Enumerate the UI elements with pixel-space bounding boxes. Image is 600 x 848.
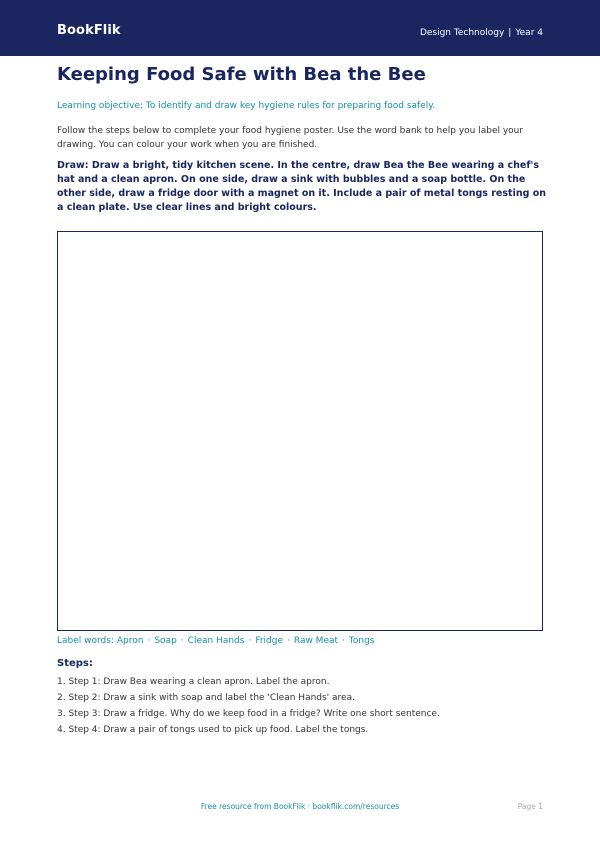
label-word: Clean Hands (187, 636, 245, 646)
label-word-separator: · (248, 636, 252, 646)
subject-label: Design Technology (419, 28, 505, 38)
subject-year (420, 28, 543, 38)
steps-list (57, 674, 440, 738)
label-word-separator: · (287, 636, 290, 646)
label-word: Raw Meat (293, 636, 339, 646)
label-word: Apron (116, 636, 144, 646)
label-word-separator: · (342, 636, 345, 646)
footer-credit: Free resource from BookFlik · bookflik.com/resources (200, 802, 400, 811)
label-word: Fridge (255, 636, 284, 646)
intro-text: Follow the steps below to complete your food hygiene poster. Use the word bank to help you label your drawing. You can colour your work when you are finished. (57, 126, 524, 150)
learning-objective: Learning objective: To identify and draw key hygiene rules for preparing food safely. (57, 101, 436, 111)
drawing-area[interactable] (57, 231, 543, 631)
label-word: Tongs (348, 636, 375, 646)
label-words-list (117, 636, 375, 646)
label-word-separator: · (180, 636, 184, 646)
subject-separator: | (508, 28, 512, 38)
steps-heading: Steps: (57, 658, 93, 669)
label-word-separator: · (147, 636, 151, 646)
step-item: 2. Step 2: Draw a sink with soap and label the 'Clean Hands' area. (57, 693, 355, 703)
label-words-prefix: Label words: (57, 636, 114, 646)
step-item: 4. Step 4: Draw a pair of tongs used to pick up food. Label the tongs. (57, 725, 369, 735)
page-number: Page 1 (517, 802, 543, 811)
draw-instruction: Draw: Draw a bright, tidy kitchen scene. In the centre, draw Bea the Bee wearing a chef's hat and a clean apron. On one side, draw a sink with bubbles and a soap bottle. On the other side, draw a fridge door with a magnet on it. Include a pair of metal tongs resting on a clean plate. Use clear lines and bright colours. (57, 160, 546, 213)
header-bar (0, 0, 600, 56)
brand-logo: BookFlik (57, 23, 121, 38)
year-label: Year 4 (515, 28, 543, 38)
label-words (57, 636, 375, 646)
label-word: Soap (154, 636, 177, 646)
step-item: 3. Step 3: Draw a fridge. Why do we keep food in a fridge? Write one short sentence. (57, 709, 440, 719)
step-item: 1. Step 1: Draw Bea wearing a clean apron. Label the apron. (57, 677, 330, 687)
page-title: Keeping Food Safe with Bea the Bee (57, 64, 426, 85)
